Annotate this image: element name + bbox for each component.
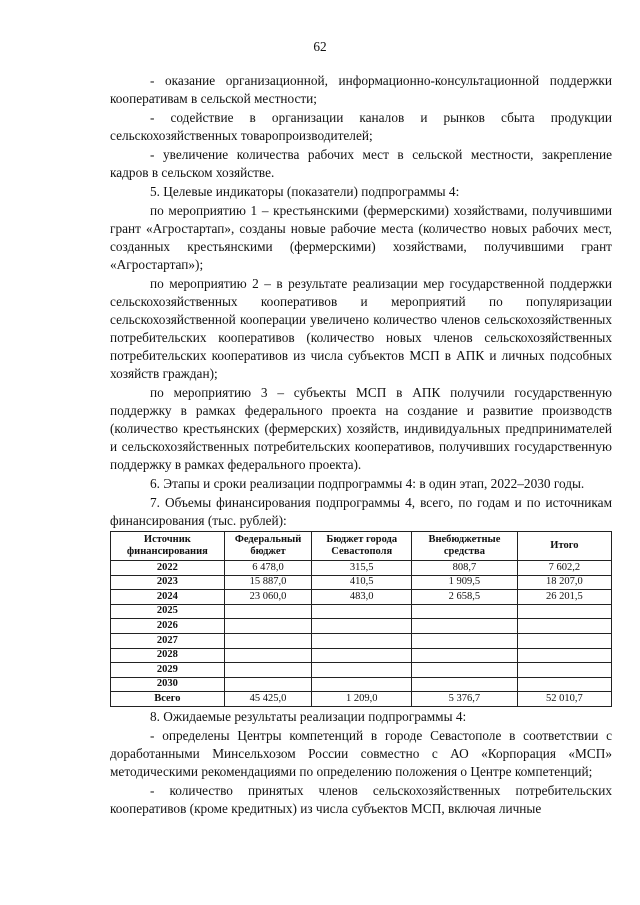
table-cell xyxy=(224,619,312,634)
table-cell xyxy=(412,619,518,634)
table-cell: 15 887,0 xyxy=(224,575,312,590)
column-header: Бюджет города Севастополя xyxy=(312,532,412,561)
table-cell xyxy=(517,633,611,648)
table-cell: 26 201,5 xyxy=(517,590,611,605)
year-cell: 2025 xyxy=(111,604,225,619)
year-cell: 2028 xyxy=(111,648,225,663)
table-cell xyxy=(412,633,518,648)
year-cell: 2023 xyxy=(111,575,225,590)
table-cell xyxy=(517,604,611,619)
table-cell: 410,5 xyxy=(312,575,412,590)
table-cell xyxy=(224,633,312,648)
paragraph: по мероприятию 1 – крестьянскими (фермерскими) хозяйствами, получившими грант «Агростартап», созданы новые рабочие места (количество новых рабочих мест, созданных крестьянскими (фермерскими) хозяйствами, получившими грант «Агростартап»); xyxy=(110,203,612,272)
paragraph: - содействие в организации каналов и рынков сбыта продукции сельскохозяйственных товаропроизводителей; xyxy=(110,110,612,143)
paragraph: - увеличение количества рабочих мест в сельской местности, закрепление кадров в сельском хозяйстве. xyxy=(110,147,612,180)
table-row xyxy=(111,590,612,605)
column-header: Источник финансирования xyxy=(111,532,225,561)
text-column xyxy=(110,72,612,818)
table-cell xyxy=(312,604,412,619)
total-label-cell: Всего xyxy=(111,692,225,707)
table-total-row xyxy=(111,692,612,707)
table-row xyxy=(111,663,612,678)
table-cell xyxy=(517,677,611,692)
table-cell xyxy=(224,677,312,692)
table-cell xyxy=(312,648,412,663)
table-cell: 315,5 xyxy=(312,561,412,576)
table-cell: 808,7 xyxy=(412,561,518,576)
table-cell: 7 602,2 xyxy=(517,561,611,576)
table-cell: 1 209,0 xyxy=(312,692,412,707)
paragraph: по мероприятию 2 – в результате реализации мер государственной поддержки сельскохозяйственных кооперативов и мероприятий по популяризации сельскохозяйственной кооперации увеличено количество членов сельскохозяйственных потребительских кооперативов (количество новых членов сельскохозяйственных потребительских кооперативов из числа субъектов МСП в АПК и личных подсобных хозяйств граждан); xyxy=(110,276,612,381)
table-cell: 5 376,7 xyxy=(412,692,518,707)
section-heading: 5. Целевые индикаторы (показатели) подпрограммы 4: xyxy=(150,184,460,199)
table-cell xyxy=(312,663,412,678)
year-cell: 2024 xyxy=(111,590,225,605)
year-cell: 2030 xyxy=(111,677,225,692)
year-cell: 2026 xyxy=(111,619,225,634)
year-cell: 2027 xyxy=(111,633,225,648)
table-header-row xyxy=(111,532,612,561)
table-cell xyxy=(517,663,611,678)
table-row xyxy=(111,604,612,619)
paragraph: - оказание организационной, информационно-консультационной поддержки кооперативам в сельской местности; xyxy=(110,73,612,106)
table-cell xyxy=(312,633,412,648)
section-heading: 8. Ожидаемые результаты реализации подпрограммы 4: xyxy=(150,708,467,724)
table-cell: 6 478,0 xyxy=(224,561,312,576)
table-cell xyxy=(412,663,518,678)
table-cell: 483,0 xyxy=(312,590,412,605)
paragraph: 7. Объемы финансирования подпрограммы 4, всего, по годам и по источникам финансирования (тыс. рублей): xyxy=(110,495,612,528)
table-cell xyxy=(412,677,518,692)
table-cell xyxy=(224,648,312,663)
year-cell: 2022 xyxy=(111,561,225,576)
page-number: 62 xyxy=(313,39,327,54)
column-header: Федеральный бюджет xyxy=(224,532,312,561)
paragraph: по мероприятию 3 – субъекты МСП в АПК получили государственную поддержку в рамках федерального проекта на создание и развитие производств (количество крестьянских (фермерских) хозяйств, индивидуальных предпринимателей и сельскохозяйственных потребительских кооперативов, получивших государственную поддержку в рамках федерального проекта). xyxy=(110,385,612,472)
table-cell: 23 060,0 xyxy=(224,590,312,605)
column-header: Внебюджетные средства xyxy=(412,532,518,561)
financing-table xyxy=(110,531,612,707)
paragraph: - определены Центры компетенций в городе Севастополе в соответствии с доработанными Минсельхозом России совместно с АО «Корпорация «МСП» методическими рекомендациями по определению положения о Центре компетенций; xyxy=(110,727,612,779)
table-cell: 2 658,5 xyxy=(412,590,518,605)
table-cell xyxy=(224,604,312,619)
table-row xyxy=(111,633,612,648)
table-cell: 1 909,5 xyxy=(412,575,518,590)
table-cell xyxy=(412,648,518,663)
table-cell: 52 010,7 xyxy=(517,692,611,707)
table-cell: 18 207,0 xyxy=(517,575,611,590)
table-cell xyxy=(312,677,412,692)
table-cell xyxy=(224,663,312,678)
paragraph: - количество принятых членов сельскохозяйственных потребительских кооперативов (кроме кредитных) из числа субъектов МСП, включая личные xyxy=(110,782,612,816)
column-header: Итого xyxy=(517,532,611,561)
table-cell xyxy=(312,619,412,634)
table-row xyxy=(111,677,612,692)
table-cell xyxy=(517,619,611,634)
paragraph: 6. Этапы и сроки реализации подпрограммы 4: в один этап, 2022–2030 годы. xyxy=(150,476,585,491)
table-row xyxy=(111,561,612,576)
table-row xyxy=(111,648,612,663)
table-cell xyxy=(412,604,518,619)
table-cell xyxy=(517,648,611,663)
year-cell: 2029 xyxy=(111,663,225,678)
table-row xyxy=(111,619,612,634)
table-row xyxy=(111,575,612,590)
table-cell: 45 425,0 xyxy=(224,692,312,707)
